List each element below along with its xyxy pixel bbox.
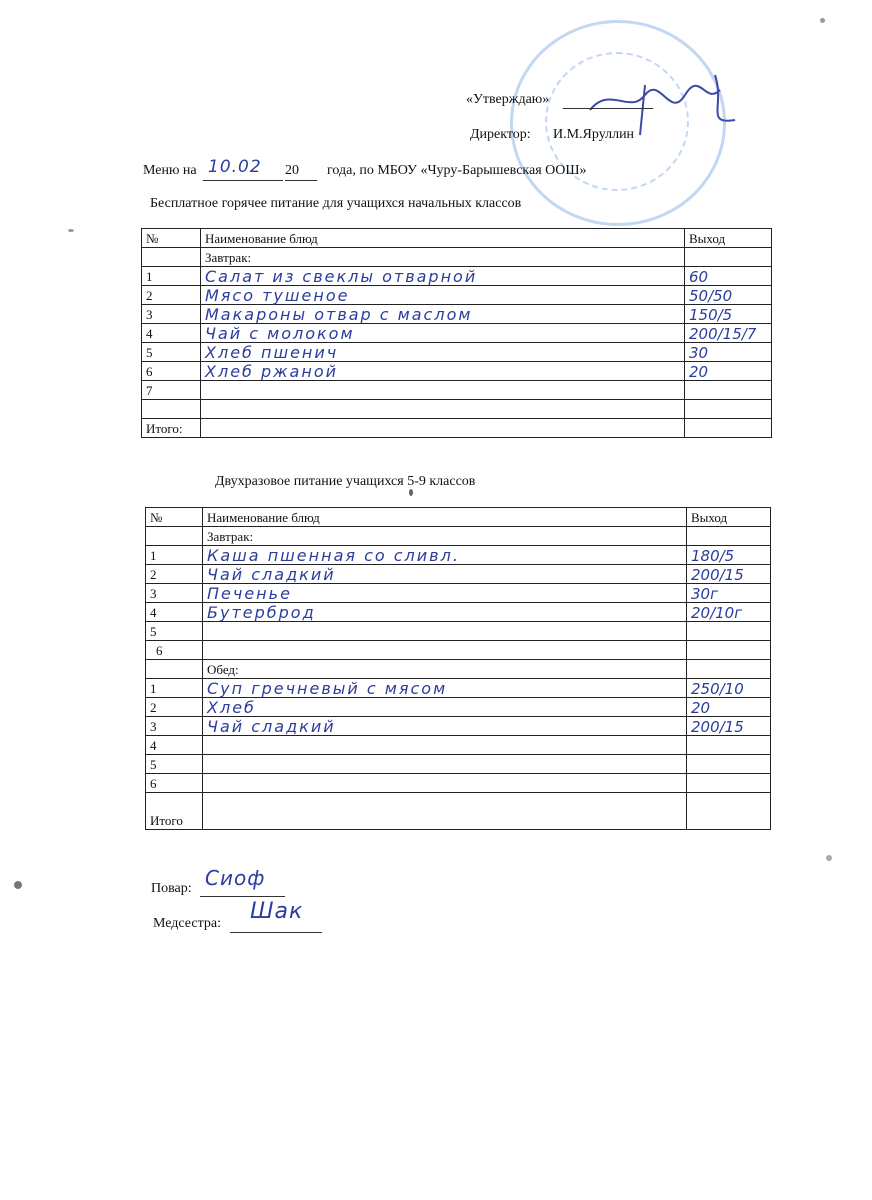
table-row: 6 Хлеб ржаной 20 bbox=[142, 362, 772, 381]
date-line bbox=[203, 180, 283, 181]
table-row: 1 Суп гречневый с мясом 250/10 bbox=[146, 679, 771, 698]
col-name-header: Наименование блюд bbox=[201, 229, 685, 248]
table-row: 5 bbox=[146, 622, 771, 641]
section-label-breakfast: Завтрак: bbox=[203, 527, 687, 546]
table-row: 2 Мясо тушеное 50/50 bbox=[142, 286, 772, 305]
menu-prefix: Меню на bbox=[143, 163, 197, 178]
total-label: Итого: bbox=[142, 419, 201, 438]
nurse-line bbox=[230, 932, 322, 933]
cook-line bbox=[200, 896, 285, 897]
total-label: Итого bbox=[146, 793, 203, 830]
scan-speck bbox=[409, 489, 413, 496]
col-out-header: Выход bbox=[687, 508, 771, 527]
table-row: 4 Чай с молоком 200/15/7 bbox=[142, 324, 772, 343]
director-name: И.М.Яруллин bbox=[553, 127, 635, 142]
cook-label: Повар: bbox=[151, 881, 192, 896]
approve-line bbox=[563, 108, 653, 109]
subtitle-primary: Бесплатное горячее питание для учащихся начальных классов bbox=[150, 196, 522, 211]
table-row: 3 Макароны отвар с маслом 150/5 bbox=[142, 305, 772, 324]
table-header-row bbox=[142, 229, 772, 248]
table-row: 4 Бутерброд 20/10г bbox=[146, 603, 771, 622]
col-num-header: № bbox=[146, 508, 203, 527]
table-row: 1 Каша пшенная со сливл. 180/5 bbox=[146, 546, 771, 565]
table-row: 4 bbox=[146, 736, 771, 755]
scan-speck bbox=[820, 18, 825, 23]
total-row bbox=[146, 793, 771, 830]
section-row bbox=[146, 660, 771, 679]
table-row: 6 bbox=[146, 774, 771, 793]
menu-school: года, по МБОУ «Чуру-Барышевская ООШ» bbox=[327, 163, 587, 178]
table-row: 7 bbox=[142, 381, 772, 400]
section-label: Завтрак: bbox=[201, 248, 685, 267]
year-line bbox=[285, 180, 317, 181]
table-row: 5 Хлеб пшенич 30 bbox=[142, 343, 772, 362]
nurse-signature: Шак bbox=[250, 899, 304, 924]
menu-date: 10.02 bbox=[208, 157, 262, 177]
table-row: 3 Чай сладкий 200/15 bbox=[146, 717, 771, 736]
section-row bbox=[146, 527, 771, 546]
table-row: 2 Чай сладкий 200/15 bbox=[146, 565, 771, 584]
scan-speck bbox=[68, 229, 74, 232]
table-row: 5 bbox=[146, 755, 771, 774]
section-label-lunch: Обед: bbox=[203, 660, 687, 679]
table-row: 3 Печенье 30г bbox=[146, 584, 771, 603]
total-row bbox=[142, 419, 772, 438]
col-out-header: Выход bbox=[685, 229, 772, 248]
table-header-row bbox=[146, 508, 771, 527]
scan-speck bbox=[14, 881, 22, 889]
menu-table-secondary bbox=[145, 507, 771, 830]
section-row bbox=[142, 248, 772, 267]
table-row: 1 Салат из свеклы отварной 60 bbox=[142, 267, 772, 286]
col-name-header: Наименование блюд bbox=[203, 508, 687, 527]
director-label: Директор: bbox=[470, 127, 531, 142]
approve-label: «Утверждаю» bbox=[466, 92, 550, 107]
subtitle-secondary: Двухразовое питание учащихся 5-9 классов bbox=[215, 474, 476, 489]
table-row-empty bbox=[142, 400, 772, 419]
menu-year-prefix: 20 bbox=[285, 163, 299, 178]
table-row: 6 bbox=[146, 641, 771, 660]
menu-table-primary bbox=[141, 228, 772, 438]
cook-signature: Сиоф bbox=[205, 866, 266, 890]
col-num-header: № bbox=[142, 229, 201, 248]
nurse-label: Медсестра: bbox=[153, 916, 221, 931]
scan-speck bbox=[826, 855, 832, 861]
table-row: 2 Хлеб 20 bbox=[146, 698, 771, 717]
